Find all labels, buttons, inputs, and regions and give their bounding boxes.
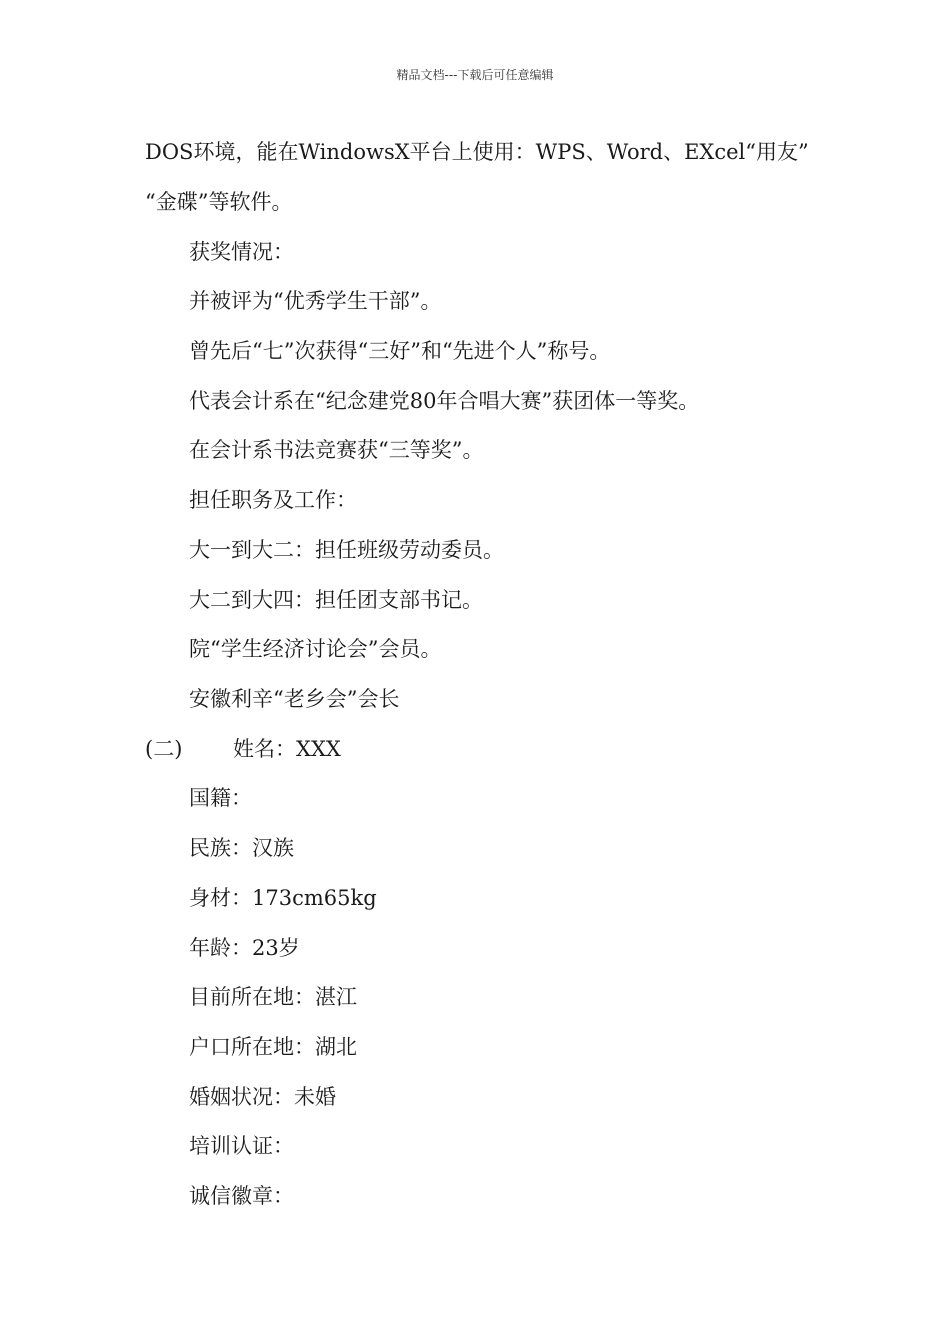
- position-item: 安徽利辛“老乡会”会长: [189, 687, 400, 711]
- detail-training: 培训认证：: [189, 1134, 294, 1158]
- detail-hukou: 户口所在地：湖北: [189, 1035, 357, 1059]
- position-item: 大一到大二：担任班级劳动委员。: [189, 538, 504, 562]
- detail-ethnicity: 民族：汉族: [189, 836, 294, 860]
- page-header: 精品文档---下载后可任意编辑: [396, 68, 554, 82]
- award-item: 曾先后“七”次获得“三好”和“先进个人”称号。: [189, 339, 611, 363]
- skills-line-2: “金碟”等软件。: [145, 190, 293, 214]
- awards-heading: 获奖情况：: [189, 240, 294, 264]
- detail-age: 年龄：23岁: [189, 936, 300, 960]
- section-title: 姓名：XXX: [233, 737, 341, 761]
- detail-marital: 婚姻状况：未婚: [189, 1085, 336, 1109]
- detail-nationality: 国籍：: [189, 786, 252, 810]
- detail-integrity: 诚信徽章：: [189, 1184, 294, 1208]
- position-item: 院“学生经济讨论会”会员。: [189, 637, 442, 661]
- award-item: 在会计系书法竞赛获“三等奖”。: [189, 438, 484, 462]
- detail-build: 身材：173cm65kg: [189, 886, 377, 910]
- positions-heading: 担任职务及工作：: [189, 488, 357, 512]
- award-item: 代表会计系在“纪念建党80年合唱大赛”获团体一等奖。: [189, 389, 700, 413]
- detail-location: 目前所在地：湛江: [189, 985, 357, 1009]
- position-item: 大二到大四：担任团支部书记。: [189, 588, 483, 612]
- section-number: (二): [145, 737, 183, 761]
- award-item: 并被评为“优秀学生干部”。: [189, 289, 442, 313]
- skills-line-1: DOS环境，能在WindowsX平台上使用：WPS、Word、EXcel“用友”: [145, 140, 809, 164]
